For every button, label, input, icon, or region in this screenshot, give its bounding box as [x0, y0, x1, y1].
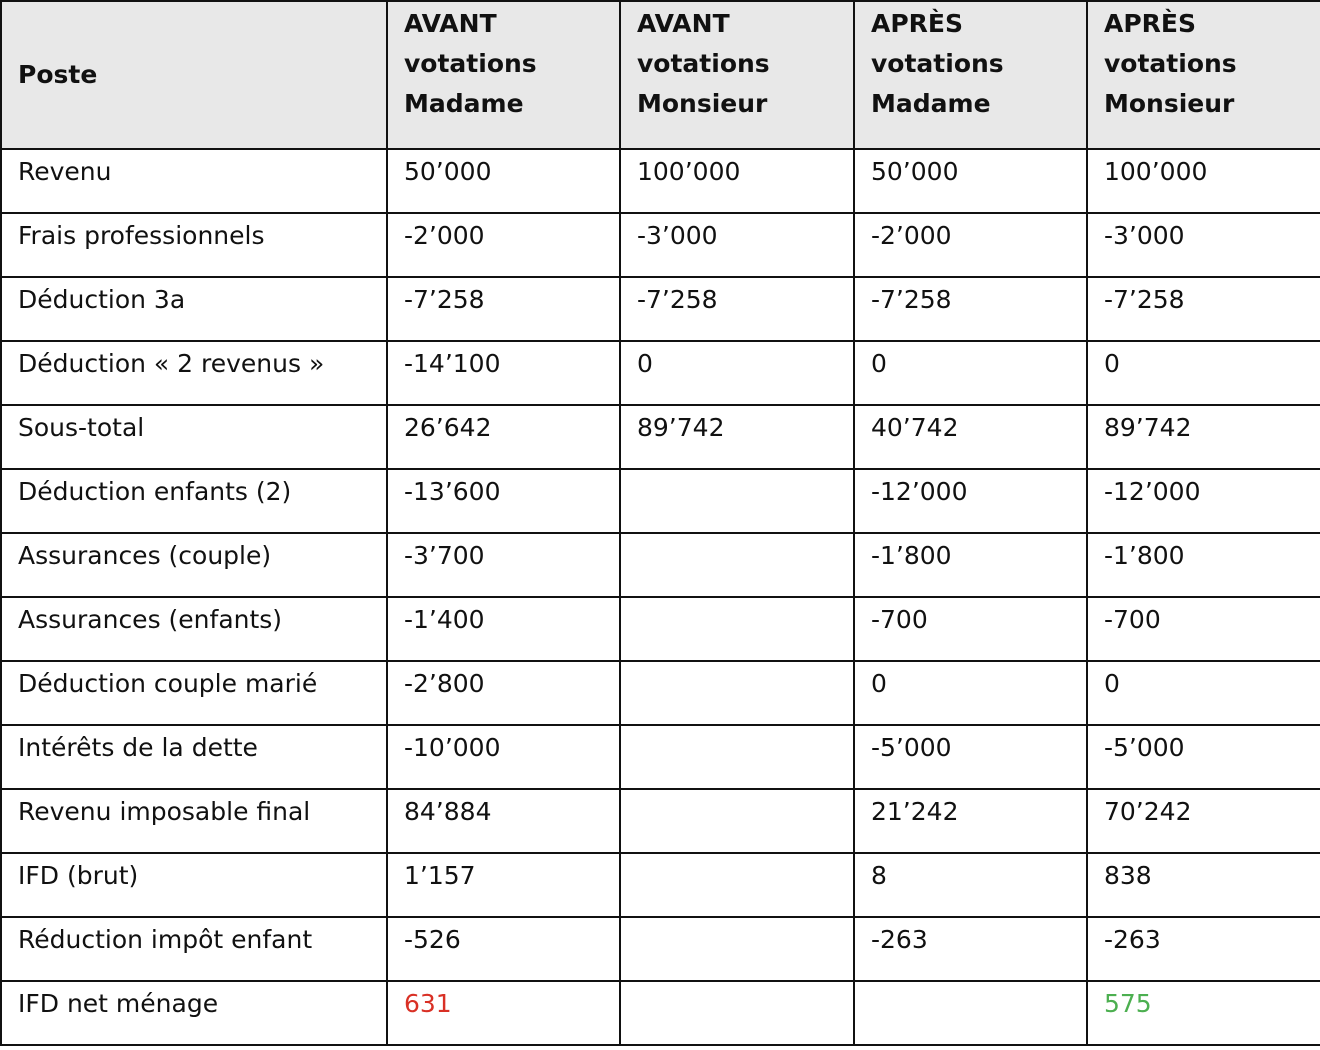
row-reduction-impot-enfant — [1, 917, 1320, 981]
cell-poste: Revenu — [1, 149, 387, 213]
cell-apres-monsieur: -263 — [1087, 917, 1320, 981]
cell-apres-madame: 0 — [854, 341, 1087, 405]
cell-poste: IFD net ménage — [1, 981, 387, 1045]
cell-apres-madame: -5’000 — [854, 725, 1087, 789]
cell-apres-monsieur: -5’000 — [1087, 725, 1320, 789]
cell-avant-monsieur — [620, 469, 854, 533]
cell-poste: Intérêts de la dette — [1, 725, 387, 789]
cell-avant-monsieur — [620, 597, 854, 661]
cell-apres-monsieur: -3’000 — [1087, 213, 1320, 277]
cell-avant-monsieur: 0 — [620, 341, 854, 405]
cell-poste: Revenu imposable final — [1, 789, 387, 853]
cell-apres-madame: -7’258 — [854, 277, 1087, 341]
cell-avant-madame: -10’000 — [387, 725, 620, 789]
cell-avant-madame: -2’000 — [387, 213, 620, 277]
cell-poste: IFD (brut) — [1, 853, 387, 917]
cell-apres-madame: 21’242 — [854, 789, 1087, 853]
cell-apres-madame: -12’000 — [854, 469, 1087, 533]
cell-apres-madame: -700 — [854, 597, 1087, 661]
cell-apres-monsieur: 0 — [1087, 341, 1320, 405]
cell-poste: Sous-total — [1, 405, 387, 469]
cell-avant-monsieur — [620, 917, 854, 981]
cell-avant-madame: 1’157 — [387, 853, 620, 917]
header-apres-monsieur: APRÈS votations Monsieur — [1087, 1, 1320, 149]
cell-avant-monsieur — [620, 533, 854, 597]
cell-apres-monsieur: -12’000 — [1087, 469, 1320, 533]
cell-avant-madame: -2’800 — [387, 661, 620, 725]
row-deduction-enfants — [1, 469, 1320, 533]
cell-avant-madame-total: 631 — [387, 981, 620, 1045]
row-ifd-net-menage — [1, 981, 1320, 1045]
header-avant-monsieur: AVANT votations Monsieur — [620, 1, 854, 149]
cell-avant-madame: 84’884 — [387, 789, 620, 853]
cell-apres-madame: 40’742 — [854, 405, 1087, 469]
cell-apres-monsieur: -1’800 — [1087, 533, 1320, 597]
cell-avant-madame: -14’100 — [387, 341, 620, 405]
header-poste: Poste — [1, 1, 387, 149]
cell-poste: Déduction couple marié — [1, 661, 387, 725]
cell-apres-madame — [854, 981, 1087, 1045]
cell-poste: Assurances (enfants) — [1, 597, 387, 661]
cell-avant-monsieur — [620, 981, 854, 1045]
row-revenu-imposable-final — [1, 789, 1320, 853]
cell-avant-madame: -13’600 — [387, 469, 620, 533]
cell-avant-madame: -3’700 — [387, 533, 620, 597]
cell-avant-madame: 50’000 — [387, 149, 620, 213]
row-interets-dette — [1, 725, 1320, 789]
cell-avant-monsieur: 89’742 — [620, 405, 854, 469]
cell-apres-madame: -263 — [854, 917, 1087, 981]
header-avant-madame: AVANT votations Madame — [387, 1, 620, 149]
cell-apres-madame: 8 — [854, 853, 1087, 917]
cell-apres-madame: -2’000 — [854, 213, 1087, 277]
cell-poste: Réduction impôt enfant — [1, 917, 387, 981]
row-sous-total — [1, 405, 1320, 469]
cell-poste: Déduction 3a — [1, 277, 387, 341]
row-assurances-enfants — [1, 597, 1320, 661]
cell-poste: Déduction enfants (2) — [1, 469, 387, 533]
cell-apres-monsieur: -700 — [1087, 597, 1320, 661]
cell-apres-monsieur: 89’742 — [1087, 405, 1320, 469]
row-ifd-brut — [1, 853, 1320, 917]
row-frais-professionnels — [1, 213, 1320, 277]
cell-avant-monsieur: 100’000 — [620, 149, 854, 213]
row-assurances-couple — [1, 533, 1320, 597]
cell-avant-monsieur — [620, 725, 854, 789]
cell-avant-monsieur: -3’000 — [620, 213, 854, 277]
cell-avant-madame: -7’258 — [387, 277, 620, 341]
cell-avant-madame: -526 — [387, 917, 620, 981]
row-deduction-couple-marie — [1, 661, 1320, 725]
cell-apres-madame: 0 — [854, 661, 1087, 725]
header-row — [1, 1, 1320, 149]
cell-avant-madame: -1’400 — [387, 597, 620, 661]
cell-apres-monsieur: 70’242 — [1087, 789, 1320, 853]
row-deduction-3a — [1, 277, 1320, 341]
cell-avant-monsieur — [620, 661, 854, 725]
cell-apres-monsieur: 100’000 — [1087, 149, 1320, 213]
cell-apres-madame: 50’000 — [854, 149, 1087, 213]
cell-apres-monsieur: -7’258 — [1087, 277, 1320, 341]
cell-poste: Déduction « 2 revenus » — [1, 341, 387, 405]
cell-avant-monsieur: -7’258 — [620, 277, 854, 341]
row-deduction-2-revenus — [1, 341, 1320, 405]
cell-apres-madame: -1’800 — [854, 533, 1087, 597]
cell-apres-monsieur: 838 — [1087, 853, 1320, 917]
row-revenu — [1, 149, 1320, 213]
header-apres-madame: APRÈS votations Madame — [854, 1, 1087, 149]
cell-poste: Frais professionnels — [1, 213, 387, 277]
cell-avant-monsieur — [620, 789, 854, 853]
cell-apres-monsieur-total: 575 — [1087, 981, 1320, 1045]
cell-apres-monsieur: 0 — [1087, 661, 1320, 725]
cell-avant-madame: 26’642 — [387, 405, 620, 469]
cell-avant-monsieur — [620, 853, 854, 917]
cell-poste: Assurances (couple) — [1, 533, 387, 597]
